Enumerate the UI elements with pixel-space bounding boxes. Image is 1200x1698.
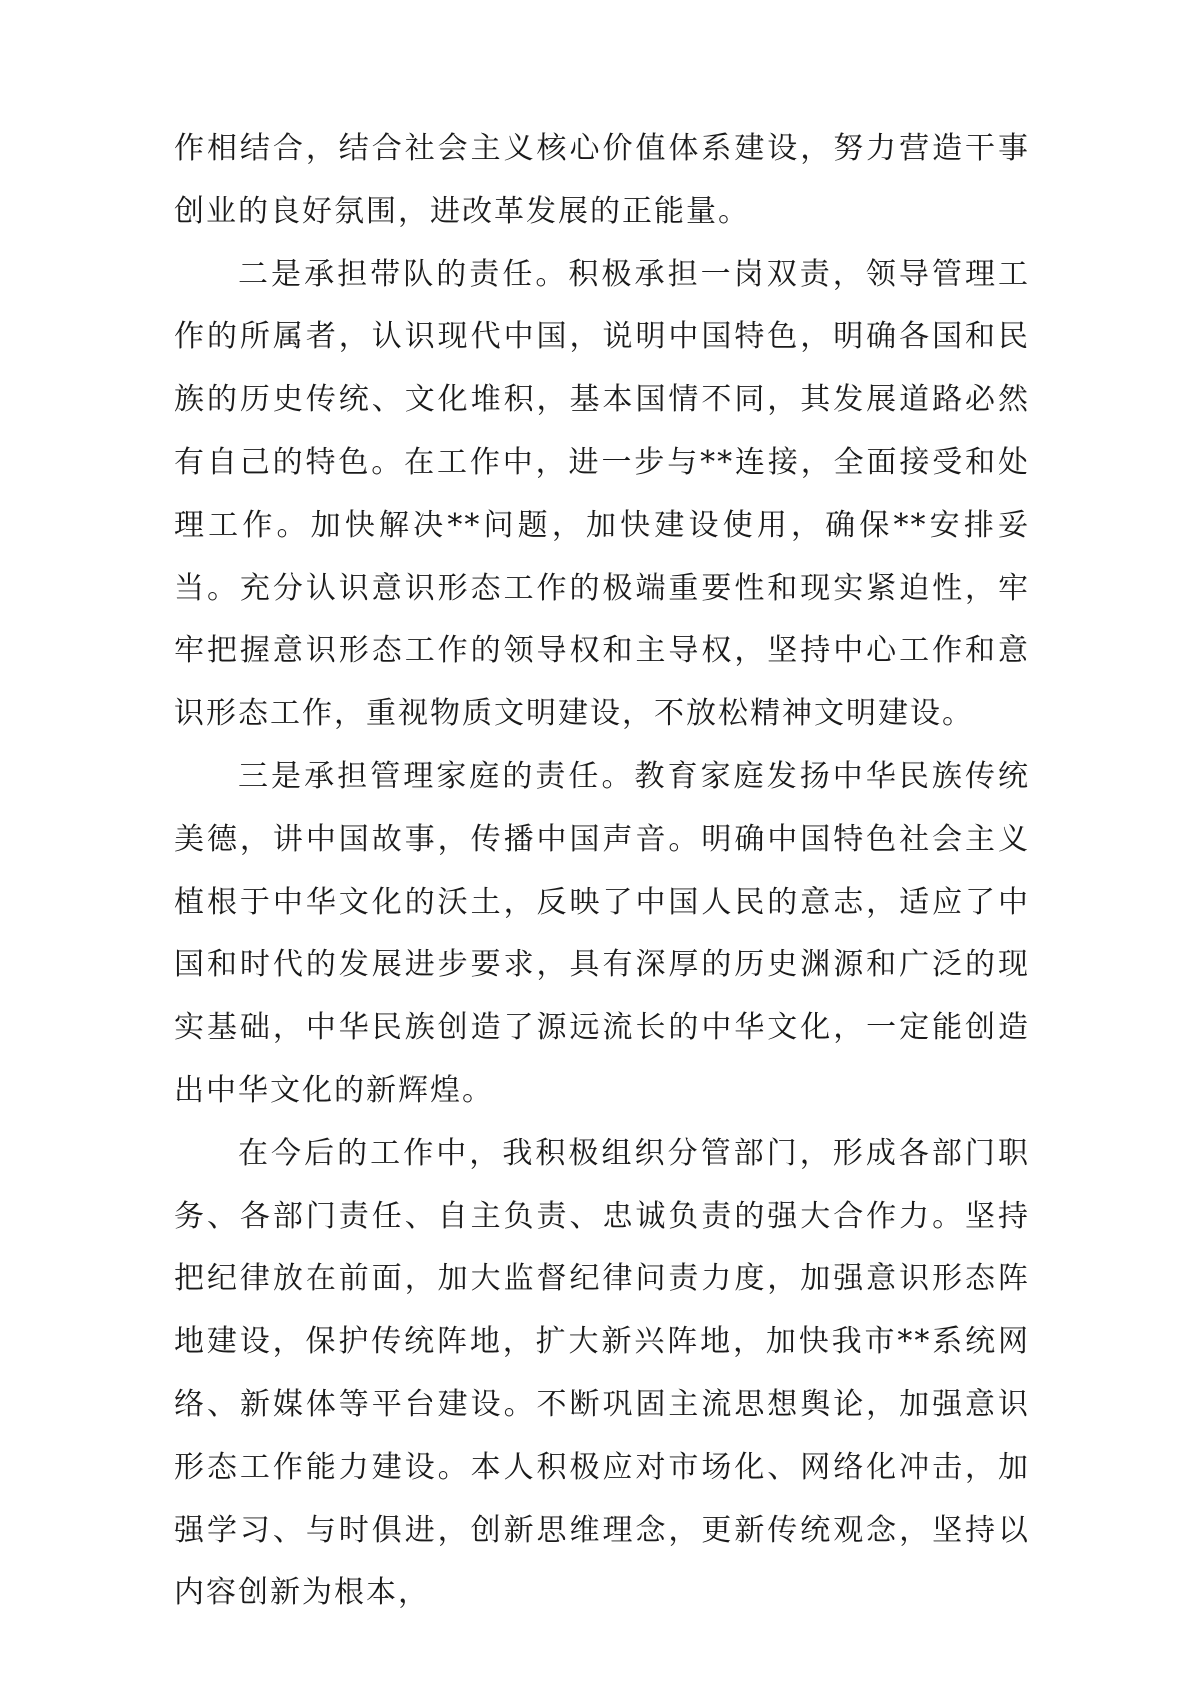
document-body — [174, 118, 1030, 1625]
paragraph-future-work: 在今后的工作中，我积极组织分管部门，形成各部门职务、各部门责任、自主负责、忠诚负责的强大合作力。坚持把纪律放在前面，加大监督纪律问责力度，加强意识形态阵地建设，保护传统阵地，扩大新兴阵地，加快我市**系统网络、新媒体等平台建设。不断巩固主流思想舆论，加强意识形态工作能力建设。本人积极应对市场化、网络化冲击，加强学习、与时俱进，创新思维理念，更新传统观念，坚持以内容创新为根本， — [174, 1135, 1030, 1611]
paragraph-continuation: 作相结合，结合社会主义核心价值体系建设，努力营造干事创业的良好氛围，进改革发展的正能量。 — [174, 131, 1030, 229]
paragraph-team-responsibility: 二是承担带队的责任。积极承担一岗双责，领导管理工作的所属者，认识现代中国，说明中国特色，明确各国和民族的历史传统、文化堆积，基本国情不同，其发展道路必然有自己的特色。在工作中，进一步与**连接，全面接受和处理工作。加快解决**问题，加快建设使用，确保**安排妥当。充分认识意识形态工作的极端重要性和现实紧迫性，牢牢把握意识形态工作的领导权和主导权，坚持中心工作和意识形态工作，重视物质文明建设，不放松精神文明建设。 — [174, 256, 1030, 732]
paragraph-family-responsibility: 三是承担管理家庭的责任。教育家庭发扬中华民族传统美德，讲中国故事，传播中国声音。明确中国特色社会主义植根于中华文化的沃土，反映了中国人民的意志，适应了中国和时代的发展进步要求，具有深厚的历史渊源和广泛的现实基础，中华民族创造了源远流长的中华文化，一定能创造出中华文化的新辉煌。 — [174, 758, 1030, 1108]
